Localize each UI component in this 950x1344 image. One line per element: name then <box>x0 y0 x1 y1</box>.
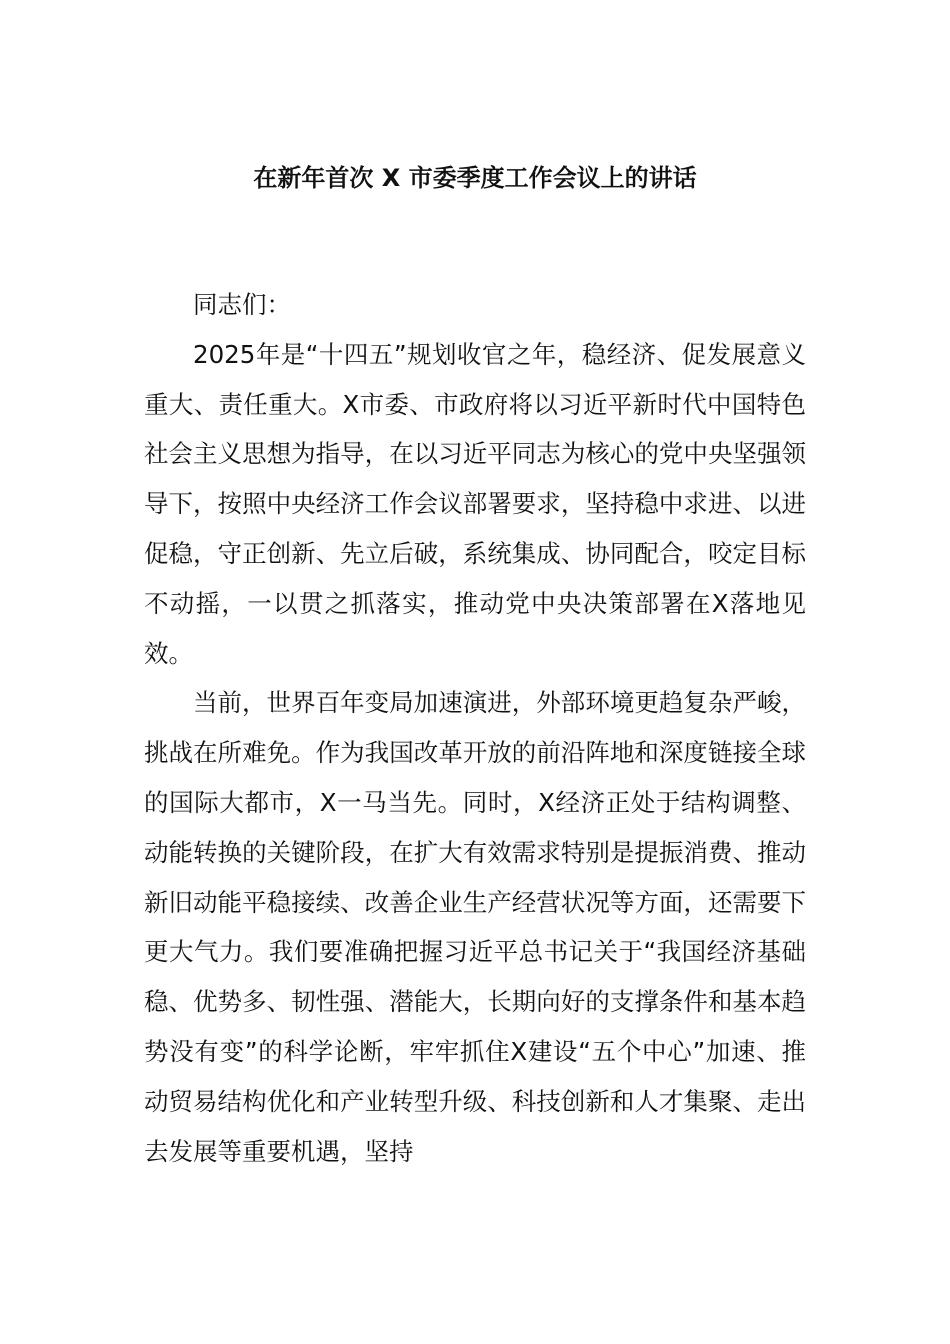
paragraph: 2025年是“十四五”规划收官之年，稳经济、促发展意义重大、责任重大。X市委、市政府将以习近平新时代中国特色社会主义思想为指导，在以习近平同志为核心的党中央坚强领导下，按照中央经济工作会议部署要求，坚持稳中求进、以进促稳，守正创新、先立后破，系统集成、协同配合，咬定目标不动摇，一以贯之抓落实，推动党中央决策部署在X落地见效。 <box>144 339 806 668</box>
greeting: 同志们： <box>193 290 291 319</box>
paragraph: 当前，世界百年变局加速演进，外部环境更趋复杂严峻，挑战在所难免。作为我国改革开放的前沿阵地和深度链接全球的国际大都市，X一马当先。同时，X经济正处于结构调整、动能转换的关键阶段，在扩大有效需求特别是提振消费、推动新旧动能平稳接续、改善企业生产经营状况等方面，还需要下更大气力。我们要准确把握习近平总书记关于“我国经济基础稳、优势多、韧性强、潜能大，长期向好的支撑条件和基本趋势没有变”的科学论断，牢牢抓住X建设“五个中心”加速、推动贸易结构优化和产业转型升级、科技创新和人才集聚、走出去发展等重要机遇，坚持 <box>144 688 806 1166</box>
document-body <box>144 280 806 1176</box>
document-title: 在新年首次 X 市委季度工作会议上的讲话 <box>253 164 697 192</box>
